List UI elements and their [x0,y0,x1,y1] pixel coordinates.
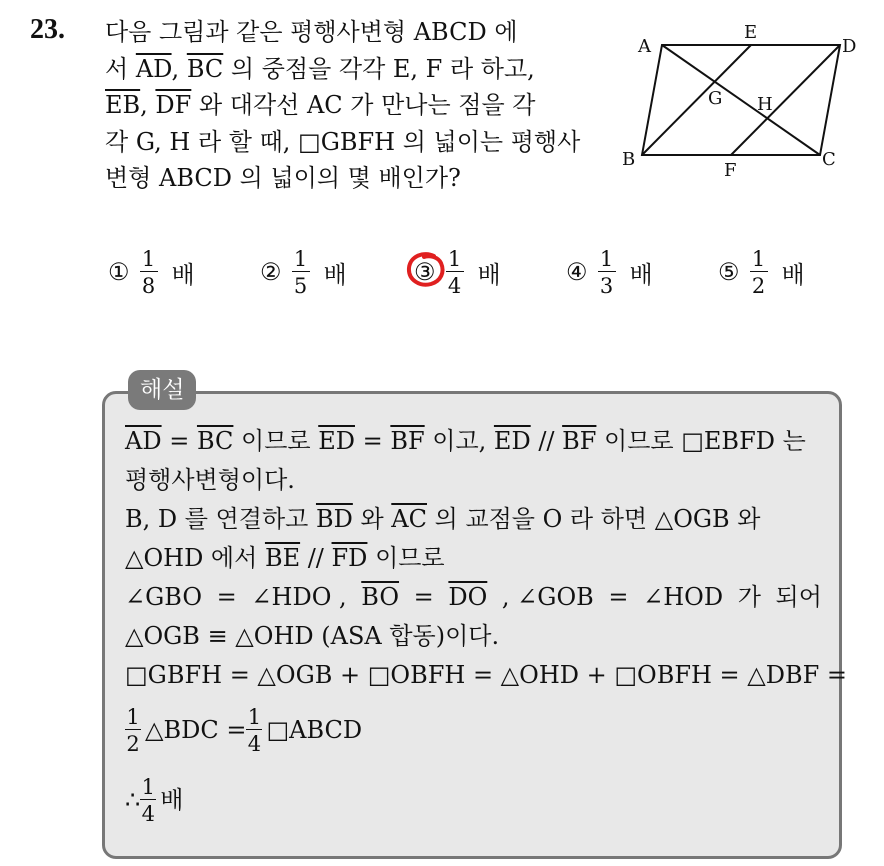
text: ∠HOD [643,583,724,611]
solution-line [125,695,825,765]
text: ∠HDO , [251,583,347,611]
numerator: 1 [599,246,614,271]
text: 평행사변형이다. [125,466,295,494]
question-line [105,14,610,51]
segment: $\overline{BO}$ [361,583,400,611]
segment: $\overline{BE}$ [264,544,301,572]
text: 서 [105,54,136,83]
denominator: 4 [246,729,262,756]
choice-2[interactable] [260,240,347,304]
answer-mark-circle-icon [404,250,448,290]
denominator: 4 [140,799,156,826]
text: □GBFH = △OGB + □OBFH = △OHD + □OBFH = △DBF = [125,661,848,689]
segment: $\overline{ED}$ [318,427,355,455]
segment: $\overline{FD}$ [331,544,368,572]
denominator: 8 [140,271,158,298]
text: 다음 그림과 같은 평행사변형 ABCD 에 [105,18,518,46]
solution-text [125,422,848,835]
choice-number: ① [108,258,130,286]
text: = [354,427,391,455]
label-e: E [744,22,758,43]
fraction [140,247,158,298]
fraction [292,247,310,298]
solution-line [125,617,825,656]
choice-number: ⑤ [718,258,740,286]
unit: 배 [323,260,347,289]
text: // [530,427,563,455]
text: , [171,54,187,83]
label-c: C [822,149,836,170]
text: 되어 [775,583,822,611]
numerator: 1 [126,704,140,729]
label-d: D [842,36,857,57]
segment: $\overline{ED}$ [493,427,531,455]
denominator: 4 [446,271,464,298]
text: , ∠GOB [501,583,594,611]
text: 와 대각선 AC 가 만나는 점을 각 [191,91,536,119]
text: 각 G, H 라 할 때, □GBFH 의 넓이는 평행사 [105,127,581,156]
text: , [140,91,156,119]
segment: $\overline{DO}$ [448,583,488,611]
segment: $\overline{BC}$ [196,427,234,455]
question-line [105,160,610,197]
fraction [140,775,156,826]
choice-number: ② [260,258,282,286]
fraction [598,247,616,298]
solution-line [125,500,825,539]
segment: $\overline{BF}$ [562,427,597,455]
unit: 배 [171,260,195,289]
denominator: 2 [125,729,141,756]
label-g: G [708,88,723,109]
parallelogram-figure [620,20,880,190]
label-f: F [724,160,737,181]
question-text [105,14,610,197]
solution-title: 해설 [128,370,196,410]
unit: 배 [629,260,653,289]
text: 이므로 [233,427,319,455]
label-a: A [638,36,651,57]
question-line [105,87,610,124]
text: = [216,583,237,611]
numerator: 1 [247,704,262,729]
text: = [161,427,197,455]
solution-line [125,539,825,578]
numerator: 1 [751,246,766,271]
text: ∴ [125,785,141,814]
text: = [608,583,629,611]
choice-5[interactable] [718,240,805,304]
denominator: 5 [292,271,310,298]
denominator: 2 [750,271,768,298]
text: 배 [160,785,184,814]
segment-ad: $\overline{AD}$ [135,54,172,83]
text: 의 교점을 O 라 하면 △OGB 와 [427,505,761,533]
text: // [300,544,332,572]
solution-line [125,461,825,500]
unit: 배 [781,260,805,289]
choice-4[interactable] [566,240,653,304]
question-line [105,51,610,88]
text: 가 [737,583,761,611]
solution-line [125,422,825,461]
denominator: 3 [598,271,616,298]
question-number: 23. [30,14,65,45]
numerator: 1 [141,246,156,271]
solution-line [125,765,825,835]
segment: $\overline{BD}$ [315,505,353,533]
text: = [413,583,434,611]
diagonal-ac [662,45,820,155]
text: △OHD 에서 [125,544,265,572]
numerator: 1 [447,246,462,271]
segment: $\overline{BF}$ [390,427,425,455]
label-b: B [622,149,636,170]
label-h: H [757,94,773,115]
choice-number: ④ [566,258,588,286]
segment-eb: $\overline{EB}$ [105,91,141,119]
solution-line [125,578,822,617]
choice-1[interactable] [108,240,195,304]
numerator: 1 [293,246,308,271]
fraction [125,705,141,756]
text: 와 [352,505,392,533]
segment: $\overline{AD}$ [125,427,162,455]
segment-bc: $\overline{BC}$ [186,54,224,83]
text: 변형 ABCD 의 넓이의 몇 배인가? [105,164,461,192]
unit: 배 [477,260,501,289]
text: △BDC = [145,715,247,744]
question-line [105,124,610,161]
text: 이므로 □EBFD 는 [596,427,806,455]
fraction [750,247,768,298]
text: 의 중점을 각각 E, F 라 하고, [223,54,535,83]
text: B, D 를 연결하고 [125,505,316,533]
fraction [246,705,262,756]
text: △OGB ≡ △OHD (ASA 합동)이다. [125,622,500,650]
text: ∠GBO [125,583,203,611]
segment: $\overline{AC}$ [391,505,427,533]
fraction [446,247,464,298]
choice-number: ③ [414,258,436,286]
text: 이므로 [367,544,445,572]
text: □ABCD [266,715,363,744]
numerator: 1 [141,774,155,799]
text: 이고, [424,427,494,455]
segment-df: $\overline{DF}$ [155,91,192,119]
solution-line [125,656,848,695]
